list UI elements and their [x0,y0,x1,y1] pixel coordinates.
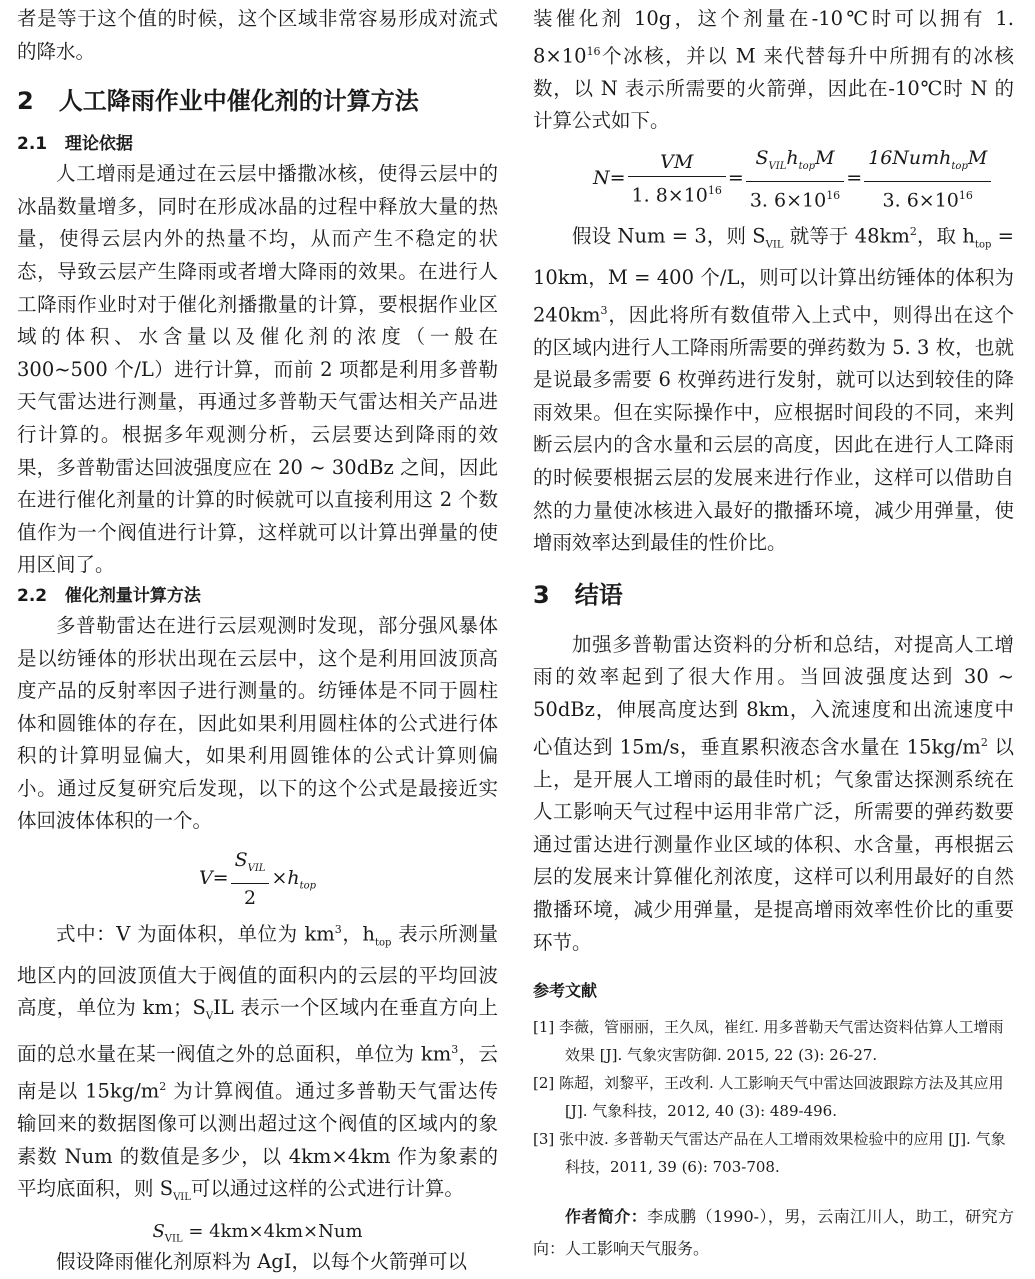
subsection-2-2-title: 催化剂量计算方法 [64,585,201,606]
author-bio-label: 作者简介： [565,1207,648,1227]
section-3-title: 结语 [574,580,623,609]
agi-assumption-paragraph: 假设降雨催化剂原料为 AgI，以每个火箭弹可以 [56,1250,467,1274]
svil-formula: $S_{VIL} = 4km\times 4km\times Num$ [152,1220,363,1245]
references-list [533,1013,1014,1181]
right-column [533,0,1014,1265]
theory-paragraph: 人工增雨是通过在云层中播撒冰核，使得云层中的冰晶数量增多，同时在形成冰晶的过程中释放大量的热量，使得云层内外的热量不均，从而产生不稳定的状态，导致云层产生降雨或者增大降雨的效果。在进行人工降雨作业时对于催化剂播撒量的计算，要根据作业区域的体积、水含量以及催化剂的浓度（一般在 300~500 个/L）进行计算，而前 2 项都是利用多普勒天气雷达进行测量，再通过多普勒天气雷达相关产品进行计算的。根据多年观测分析，云层要达到降雨的效果，多普勒雷达回波强度应在 20 ~ 30dBz 之间，因此在进行催化剂量的计算的时候就可以直接利用这 2 个数值作为一个阀值进行计算，这样就可以计算出弹量的使用区间了。 [17,162,498,577]
calculation-paragraph: 假设 Num = 3，则 $S_{VIL}$ 就等于 $48km^2$，取 $h_{top} = 10km$，M = 400 个/L，则可以计算出纺锤体的体积为 $240km^3$，因此将所有数值带入上式中，则得出在这个的区域内进行人工降雨所需要的弹药数为 5. 3 枚，也就是说最多需要 6 枚弹药进行发射，就可以达到较佳的降雨效果。但在实际操作中，应根据时间段的不同，来判断云层内的含水量和云层的高度，因此在进行人工降雨的时候要根据云层的发展来进行作业，这样可以借助自然的力量使冰核进入最好的撒播环境，减少用弹量，使增雨效率达到最佳的性价比。 [533,224,1014,555]
subsection-2-1-number: 2.1 [17,134,48,155]
conclusion-paragraph: 加强多普勒雷达资料的分析和总结，对提高人工增雨的效率起到了很大作用。当回波强度达到 30 ~ 50dBz，伸展高度达到 8km，入流速度和出流速度中心值达到 15m/s，垂直累积液态含水量在 $15kg/m^2$ 以上，是开展人工增雨的最佳时机；气象雷达探测系统在人工影响天气过程中运用非常广泛，所需要的弹药数要通过雷达进行测量作业区域的体积、水含量，再根据云层的发展来计算催化剂浓度，这样可以利用最好的自然撒播环境，减少用弹量，是提高增雨效率性价比的重要环节。 [533,632,1015,954]
section-2-number: 2 [17,87,34,116]
formula-explanation-paragraph: 式中：V 为面体积，单位为 $km^3$，$h_{top}$ 表示所测量地区内的回波顶值大于阀值的面积内的云层的平均回波高度，单位为 km；$S_VIL$ 表示一个区域内在垂直方向上面的总水量在某一阀值之外的总面积，单位为 $km^3$，云南是以 $15kg/m^2$ 为计算阀值。通过多普勒天气雷达传输回来的数据图像可以测出超过这个阀值的区域内的象素数 Num 的数值是多少，以 4km×4km 作为象素的平均底面积，则 $S_{VIL}$可以通过这样的公式进行计算。 [17,922,499,1204]
catalyst-paragraph: 装催化剂 10g，这个剂量在-10℃时可以拥有 1. $8\times 10^{16}$个冰核，并以 M 来代替每升中所拥有的冰核数，以 N 表示所需要的火箭弹，因此在-10℃时 N 的计算公式如下。 [533,7,1014,133]
rocket-count-formula: N= $\frac{VM}{1. 8\times 10^{16}}$ = $\frac{S_{VIL}h_{top}M}{3. 6\times 10^{16}}$ = $\frac{16Numh_{top}M}{3. 6\times 10^{16}}$ [593,146,1014,212]
volume-formula: V= $\frac{S_{VIL}}{2}$ $\times h_{top}$ [198,849,317,909]
section-2-heading [17,85,498,117]
section-2-title: 人工降雨作业中催化剂的计算方法 [58,87,419,116]
subsection-2-1-heading [17,130,498,158]
section-3-heading [533,579,1014,611]
references-heading: 参考文献 [533,981,598,1001]
section-3-number: 3 [533,580,550,609]
author-bio-text: 李成鹏（1990-），男，云南江川人，助工，研究方向：人工影响天气服务。 [533,1207,1014,1259]
subsection-2-2-number: 2.2 [17,585,48,606]
reference-item: [1] 李薇，管丽丽，王久凤，崔红. 用多普勒天气雷达资料估算人工增雨效果 [J]. 气象灾害防御. 2015, 22 (3): 26-27. [533,1018,1004,1065]
reference-item: [2] 陈超，刘黎平，王改利. 人工影响天气中雷达回波跟踪方法及其应用 [J]. 气象科技，2012, 40 (3): 489-496. [533,1074,1004,1121]
subsection-2-2-heading [17,582,498,610]
subsection-2-1-title: 理论依据 [64,134,133,155]
intro-paragraph: 者是等于这个值的时候，这个区域非常容易形成对流式的降水。 [17,7,498,63]
method-paragraph: 多普勒雷达在进行云层观测时发现，部分强风暴体是以纺锤体的形状出现在云层中，这个是利用回波顶高度产品的反射率因子进行测量的。纺锤体是不同于圆柱体和圆锥体的存在，因此如果利用圆柱体的公式进行体积的计算明显偏大，如果利用圆锥体的公式计算则偏小。通过反复研究后发现，以下的这个公式是最接近实体回波体体积的一个。 [17,613,498,833]
reference-item: [3] 张中波. 多普勒天气雷达产品在人工增雨效果检验中的应用 [J]. 气象科技，2011, 39 (6): 703-708. [533,1130,1006,1177]
author-bio [533,1201,1014,1265]
left-column [17,0,498,1279]
